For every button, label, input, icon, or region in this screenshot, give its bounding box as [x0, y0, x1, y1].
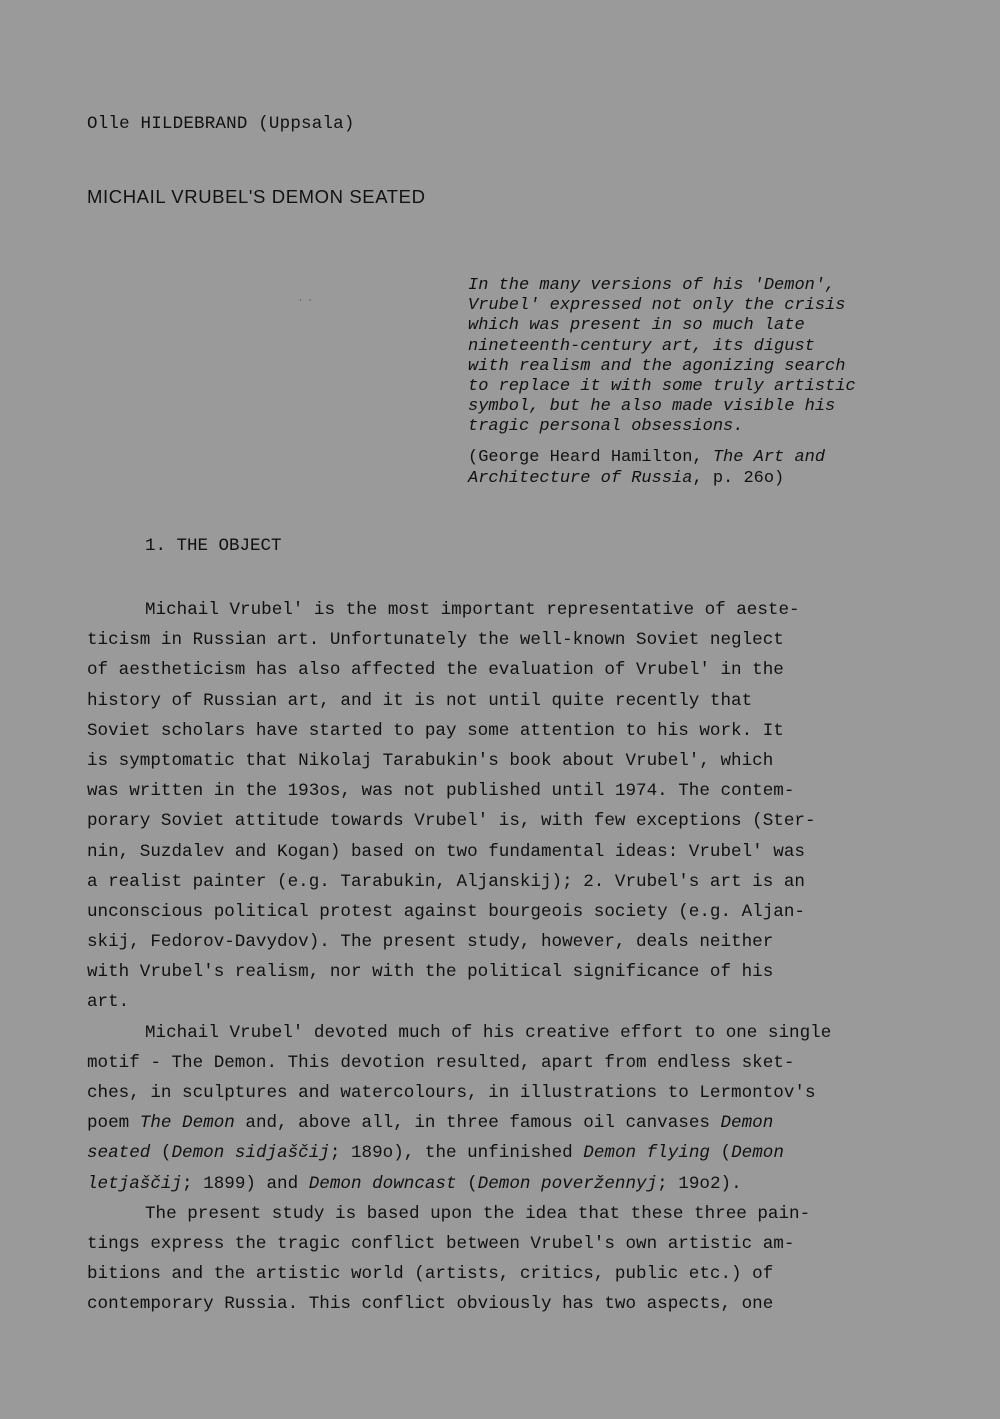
- epigraph-line: to replace it with some truly artistic: [468, 377, 856, 397]
- paragraph-line: with Vrubel's realism, nor with the political significance of his: [87, 962, 774, 983]
- article-title: MICHAIL VRUBEL'S DEMON SEATED: [87, 186, 426, 207]
- citation-book-title: Architecture of Russia: [468, 468, 693, 488]
- epigraph-line: symbol, but he also made visible his: [468, 397, 836, 417]
- text-run: poem: [87, 1113, 140, 1134]
- epigraph-line: nineteenth-century art, its digust: [468, 336, 815, 356]
- text-run: ; 19o2).: [657, 1173, 742, 1194]
- paragraph-line: [87, 1138, 937, 1168]
- paragraph-line: [87, 1108, 937, 1138]
- work-title: seated: [87, 1143, 151, 1164]
- body-text: [87, 595, 937, 1320]
- epigraph-line: tragic personal obsessions.: [468, 417, 744, 437]
- paragraph-line: nin, Suzdalev and Kogan) based on two fundamental ideas: Vrubel' was: [87, 841, 805, 862]
- text-run: and, above all, in three famous oil canvases: [234, 1113, 721, 1134]
- paragraph-line: skij, Fedorov-Davydov). The present study, however, deals neither: [87, 932, 774, 953]
- section-heading: 1. THE OBJECT: [145, 536, 282, 556]
- paragraph-line: Soviet scholars have started to pay some attention to his work. It: [87, 720, 784, 741]
- work-title: Demon flying: [583, 1143, 710, 1164]
- paragraph-line: of aestheticism has also affected the evaluation of Vrubel' in the: [87, 660, 784, 681]
- paragraph-line: Michail Vrubel' devoted much of his creative effort to one single: [145, 1022, 832, 1043]
- work-title: letjaščij: [87, 1173, 183, 1194]
- paragraph-line: was written in the 193os, was not published until 1974. The contem-: [87, 781, 795, 802]
- epigraph-line: In the many versions of his 'Demon',: [468, 276, 836, 295]
- paragraph-line: is symptomatic that Nikolaj Tarabukin's book about Vrubel', which: [87, 750, 774, 771]
- epigraph-line: Vrubel' expressed not only the crisis: [468, 296, 846, 316]
- text-run: (: [709, 1143, 732, 1164]
- paragraph-line: Michail Vrubel' is the most important representative of aeste-: [145, 600, 800, 620]
- paragraph-line: [87, 1169, 937, 1199]
- paragraph-line: history of Russian art, and it is not until quite recently that: [87, 690, 753, 711]
- text-run: (: [456, 1173, 478, 1194]
- paragraph-line: unconscious political protest against bourgeois society (e.g. Aljan-: [87, 901, 805, 922]
- paragraph-line: The present study is based upon the idea that these three pain-: [145, 1203, 811, 1224]
- work-title: Demon: [731, 1143, 784, 1164]
- text-run: ; 1899) and: [182, 1173, 309, 1194]
- citation-book-title: The Art and: [712, 448, 826, 467]
- author-line: Olle HILDEBRAND (Uppsala): [87, 114, 355, 134]
- epigraph-line: which was present in so much late: [468, 316, 805, 336]
- work-title: The Demon: [139, 1113, 235, 1134]
- work-title: Demon: [720, 1113, 774, 1134]
- work-title: Demon downcast: [308, 1173, 457, 1194]
- citation-page: , p. 26o): [692, 468, 785, 488]
- epigraph-citation: [468, 448, 938, 489]
- paragraph-line: ches, in sculptures and watercolours, in illustrations to Lermontov's: [87, 1083, 816, 1103]
- paragraph-line: contemporary Russia. This conflict obviously has two aspects, one: [87, 1294, 774, 1315]
- paragraph-line: motif - The Demon. This devotion resulted, apart from endless sket-: [87, 1052, 795, 1073]
- paragraph-line: bitions and the artistic world (artists, critics, public etc.) of: [87, 1264, 774, 1285]
- paragraph-line: porary Soviet attitude towards Vrubel' is, with few exceptions (Ster-: [87, 811, 816, 832]
- citation-line: [468, 448, 938, 469]
- work-title: Demon sidjaščij: [171, 1143, 330, 1164]
- epigraph-quote: [468, 276, 938, 438]
- text-run: (: [150, 1143, 172, 1164]
- paragraph-line: a realist painter (e.g. Tarabukin, Aljanskij); 2. Vrubel's art is an: [87, 871, 805, 892]
- citation-line: [468, 469, 938, 490]
- epigraph-line: with realism and the agonizing search: [468, 356, 846, 376]
- paragraph-line: art.: [87, 992, 130, 1013]
- work-title: Demon poveržennyj: [477, 1173, 658, 1194]
- scan-speck: · ·: [298, 296, 313, 305]
- paragraph-line: tings express the tragic conflict between Vrubel's own artistic am-: [87, 1233, 795, 1254]
- citation-open: (George Heard Hamilton,: [468, 448, 713, 467]
- paragraph-line: ticism in Russian art. Unfortunately the well-known Soviet neglect: [87, 630, 784, 651]
- text-run: ; 189o), the unfinished: [329, 1143, 584, 1164]
